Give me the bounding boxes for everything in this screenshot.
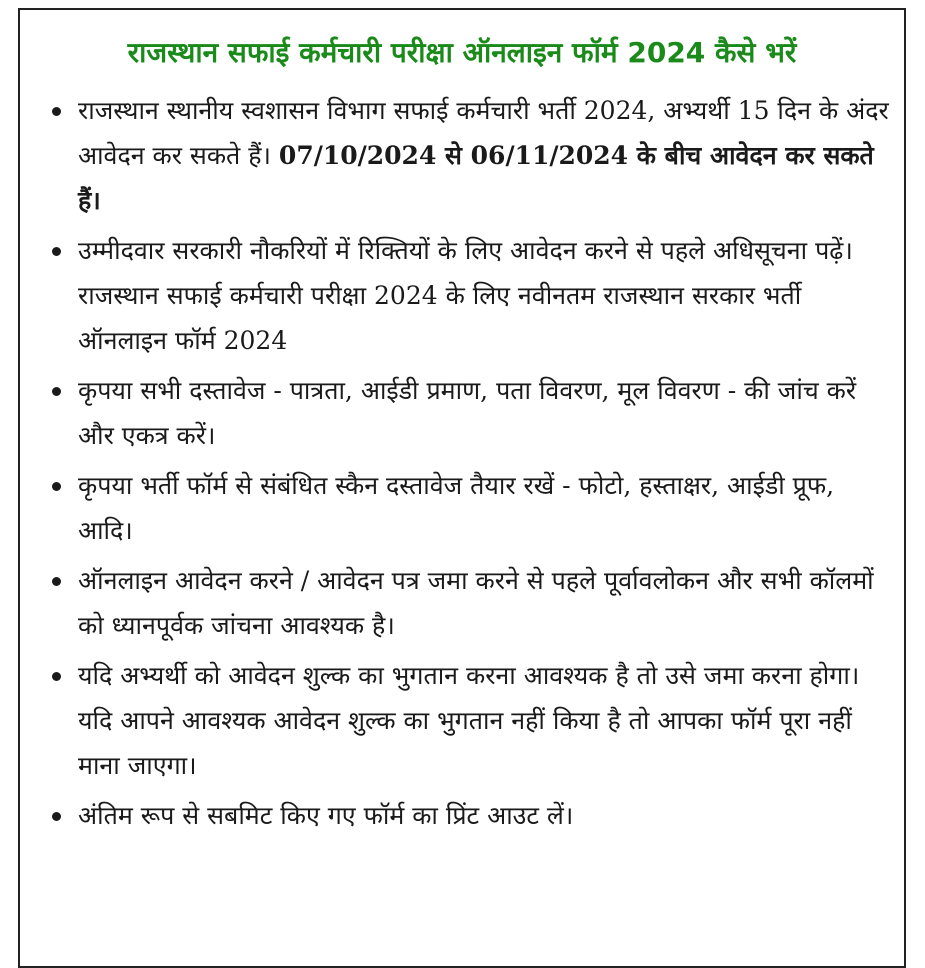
page-title: राजस्थान सफाई कर्मचारी परीक्षा ऑनलाइन फॉर्म 2024 कैसे भरें (127, 36, 797, 69)
item-text: यदि अभ्यर्थी को आवेदन शुल्क का भुगतान करना आवश्यक है तो उसे जमा करना होगा। यदि आपने आवश्यक आवेदन शुल्क का भुगतान नहीं किया है तो आपका फॉर्म पूरा नहीं माना जाएगा। (78, 661, 860, 780)
list-item (78, 653, 892, 788)
item-text: उम्मीदवार सरकारी नौकरियों में रिक्तियों के लिए आवेदन करने से पहले अधिसूचना पढ़ें। राजस्थान सफाई कर्मचारी परीक्षा 2024 के लिए नवीनतम राजस्थान सरकार भर्ती ऑनलाइन फॉर्म 2024 (78, 236, 853, 355)
list-item (78, 463, 892, 553)
list-item (78, 558, 892, 648)
item-text: राजस्थान स्थानीय स्वशासन विभाग सफाई कर्मचारी भर्ती 2024, अभ्यर्थी 15 दिन के अंदर आवेदन कर सकते हैं। (78, 96, 889, 170)
bullet-icon (52, 812, 61, 821)
content-box (18, 8, 906, 968)
list-item (78, 228, 892, 363)
item-text: कृपया सभी दस्तावेज - पात्रता, आईडी प्रमाण, पता विवरण, मूल विवरण - की जांच करें और एकत्र करें। (78, 376, 857, 450)
bullet-icon (52, 482, 61, 491)
bullet-icon (52, 577, 61, 586)
bullet-icon (52, 387, 61, 396)
item-text: ऑनलाइन आवेदन करने / आवेदन पत्र जमा करने से पहले पूर्वावलोकन और सभी कॉलमों को ध्यानपूर्वक जांचना आवश्यक है। (78, 566, 874, 640)
bullet-icon (52, 672, 61, 681)
item-text: अंतिम रूप से सबमिट किए गए फॉर्म का प्रिंट आउट लें। (78, 801, 574, 830)
list-item (78, 88, 892, 223)
list-item (78, 793, 892, 838)
bullet-icon (52, 247, 61, 256)
item-text: कृपया भर्ती फॉर्म से संबंधित स्कैन दस्तावेज तैयार रखें - फोटो, हस्ताक्षर, आईडी प्रूफ, आदि। (78, 471, 835, 545)
item-date-range: 07/10/2024 से 06/11/2024 के बीच आवेदन कर सकते हैं। (78, 141, 874, 215)
list-item (78, 368, 892, 458)
bullet-icon (52, 107, 61, 116)
instruction-list (20, 88, 904, 838)
